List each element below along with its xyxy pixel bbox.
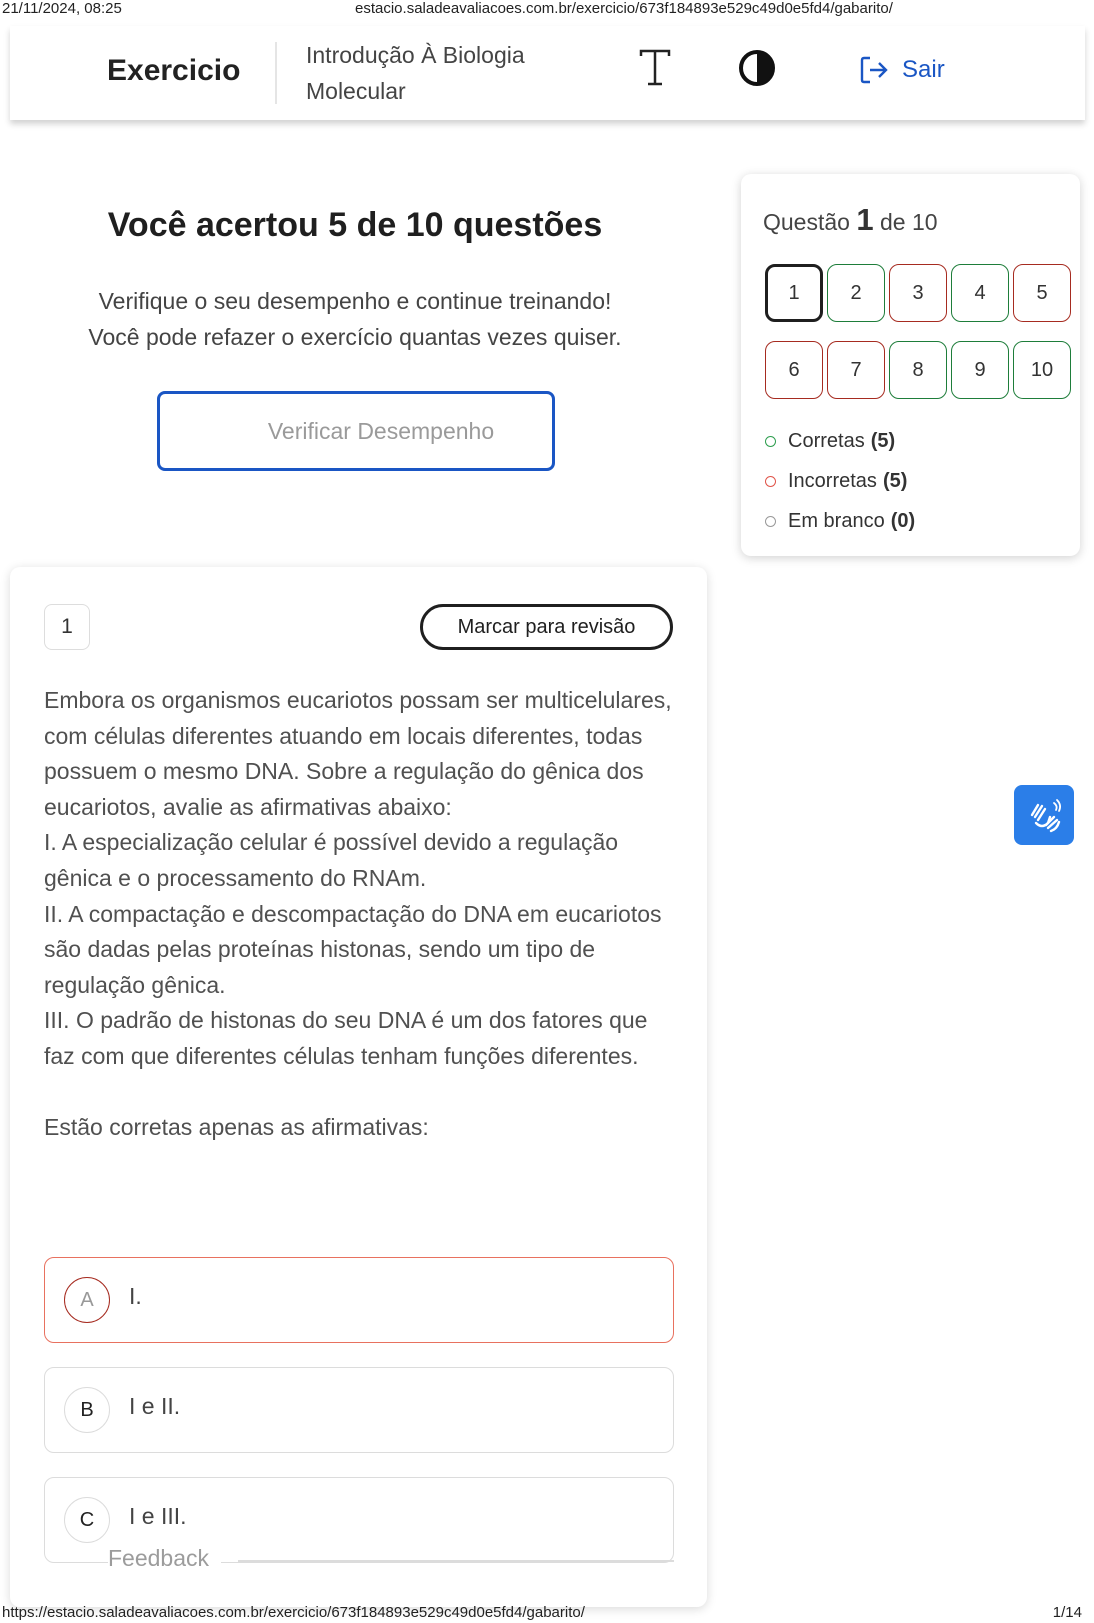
legend-item xyxy=(765,426,915,456)
question-counter xyxy=(763,202,938,238)
logout-button[interactable] xyxy=(858,52,945,88)
status-dot-icon xyxy=(765,476,776,487)
print-header-url: estacio.saladeavaliacoes.com.br/exercicio/673f184893e529c49d0e5fd4/gabarito/ xyxy=(355,0,893,17)
option-b[interactable] xyxy=(44,1367,674,1453)
print-page-counter: 1/14 xyxy=(1052,1604,1082,1621)
option-text: I. xyxy=(129,1283,142,1309)
question-nav-button[interactable]: 5 xyxy=(1013,264,1071,322)
question-nav-button[interactable]: 1 xyxy=(765,264,823,322)
result-subtitle xyxy=(10,283,700,355)
legend-count: (5) xyxy=(882,469,908,492)
print-footer xyxy=(0,1604,1094,1622)
status-dot-icon xyxy=(765,516,776,527)
print-datetime: 21/11/2024, 08:25 xyxy=(2,0,122,17)
legend-item xyxy=(765,506,915,536)
brand-title: Exercicio xyxy=(107,54,241,87)
option-text: I e III. xyxy=(129,1503,187,1529)
legend-count: (5) xyxy=(870,429,896,452)
logout-label: Sair xyxy=(902,56,945,83)
counter-current: 1 xyxy=(856,202,874,237)
counter-suffix: de 10 xyxy=(879,209,938,235)
legend-item xyxy=(765,466,915,496)
status-legend xyxy=(765,426,915,546)
verify-performance-button[interactable]: Verificar Desempenho xyxy=(157,391,555,471)
course-title-line2: Molecular xyxy=(306,78,406,104)
question-nav-button[interactable]: 3 xyxy=(889,264,947,322)
question-nav-button[interactable]: 7 xyxy=(827,341,885,399)
legend-label: Em branco xyxy=(788,509,885,532)
status-dot-icon xyxy=(765,436,776,447)
legend-count: (0) xyxy=(890,509,916,532)
logout-icon xyxy=(858,54,890,86)
question-item-1: I. A especialização celular é possível devido a regulação gênica e o processamento do RNAm. xyxy=(44,829,619,891)
question-nav-button[interactable]: 9 xyxy=(951,341,1009,399)
mark-for-review-button[interactable]: Marcar para revisão xyxy=(420,604,673,650)
question-nav-button[interactable]: 8 xyxy=(889,341,947,399)
result-title: Você acertou 5 de 10 questões xyxy=(107,206,603,244)
question-navigator xyxy=(741,174,1080,556)
question-item-2: II. A compactação e descompactação do DNA em eucariotos são dadas pelas proteínas histonas, sendo um tipo de regulação gênica. xyxy=(44,900,662,998)
question-prompt: Estão corretas apenas as afirmativas: xyxy=(44,1114,429,1141)
print-header xyxy=(0,0,1094,18)
result-subtitle-line1: Verifique o seu desempenho e continue treinando! xyxy=(98,288,612,314)
course-title-line1: Introdução À Biologia xyxy=(306,42,525,68)
app-header xyxy=(10,26,1085,120)
question-card xyxy=(10,567,707,1607)
question-text xyxy=(44,683,674,1146)
question-number: 1 xyxy=(44,604,90,650)
question-nav-button[interactable]: 2 xyxy=(827,264,885,322)
question-item-3: III. O padrão de histonas do seu DNA é um dos fatores que faz com que diferentes células tenham funções diferentes. xyxy=(44,1007,648,1069)
feedback-divider xyxy=(238,1560,674,1562)
legend-label: Incorretas xyxy=(788,469,877,492)
contrast-icon[interactable] xyxy=(737,48,777,88)
counter-prefix: Questão xyxy=(763,209,850,235)
legend-label: Corretas xyxy=(788,429,865,452)
question-nav-button[interactable]: 4 xyxy=(951,264,1009,322)
course-title xyxy=(306,37,606,109)
header-divider xyxy=(275,42,277,104)
question-statement: Embora os organismos eucariotos possam ser multicelulares, com células diferentes atuando em locais diferentes, todas possuem o mesmo DNA. Sobre a regulação do gênica dos eucariotos, avalie as afirmativas abaixo: xyxy=(44,687,672,820)
question-nav-button[interactable]: 10 xyxy=(1013,341,1071,399)
option-letter: B xyxy=(64,1387,110,1433)
option-text: I e II. xyxy=(129,1393,181,1419)
question-grid xyxy=(765,264,1071,399)
text-size-icon[interactable] xyxy=(635,46,675,90)
print-footer-url: https://estacio.saladeavaliacoes.com.br/exercicio/673f184893e529c49d0e5fd4/gabarito/ xyxy=(2,1604,585,1621)
option-a[interactable] xyxy=(44,1257,674,1343)
feedback-label: Feedback xyxy=(108,1545,221,1572)
sign-language-hands-icon[interactable] xyxy=(1014,785,1074,845)
option-letter: C xyxy=(64,1497,110,1543)
question-nav-button[interactable]: 6 xyxy=(765,341,823,399)
result-subtitle-line2: Você pode refazer o exercício quantas vezes quiser. xyxy=(88,324,622,350)
option-letter: A xyxy=(64,1277,110,1323)
